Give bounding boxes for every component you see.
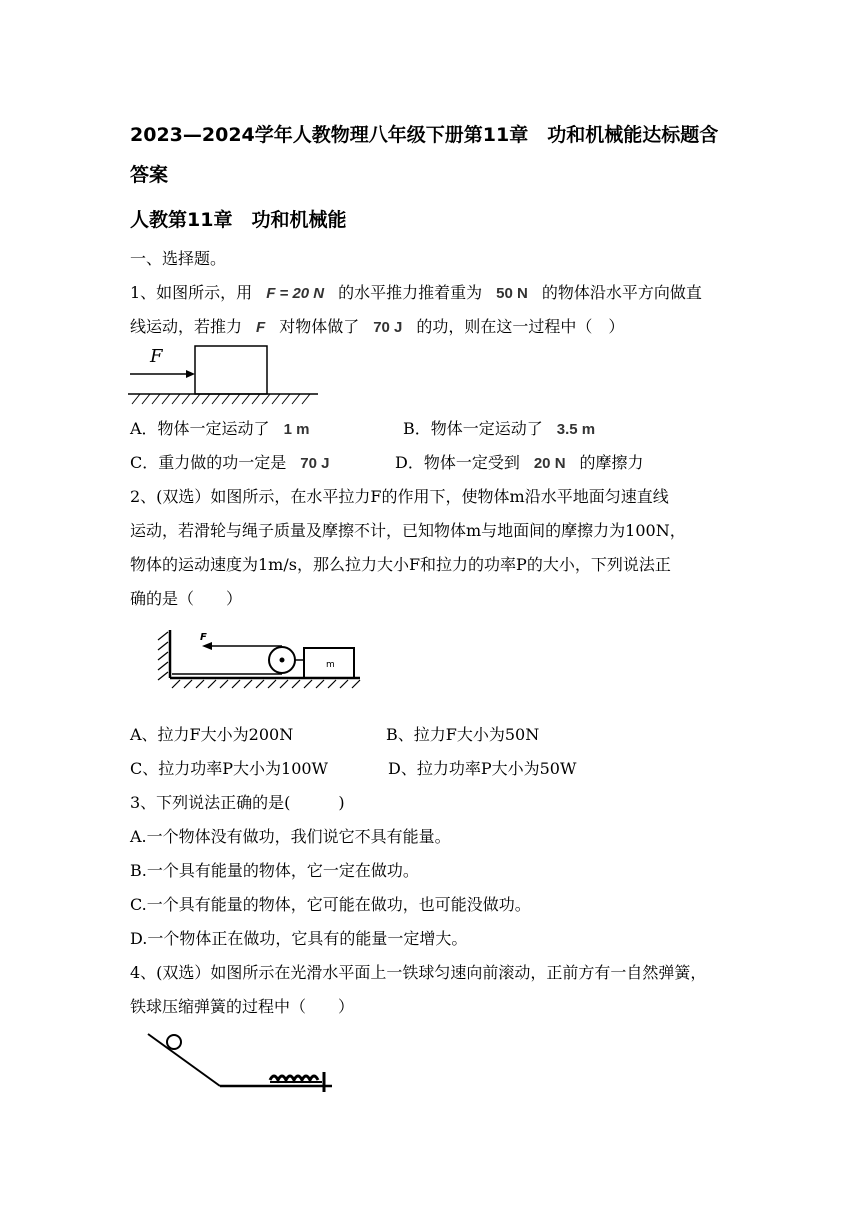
q1-fig-F-label: F xyxy=(150,346,163,367)
q4-stem-line1: 4、(双选）如图所示在光滑水平面上一铁球匀速向前滚动，正前方有一自然弹簧， xyxy=(130,963,707,982)
q1-option-c[interactable]: C．重力做的功一定是 70 J xyxy=(130,453,330,472)
q1-value-work: 70 J xyxy=(373,319,403,336)
q4-stem-line2: 铁球压缩弹簧的过程中（ ） xyxy=(130,997,355,1016)
q2-option-c[interactable]: C、拉力功率P大小为100W xyxy=(130,759,328,778)
chapter-heading: 人教第11章 功和机械能 xyxy=(130,209,347,231)
q1-option-b[interactable]: B．物体一定运动了 3.5 m xyxy=(403,419,596,438)
q2-figure-pulley xyxy=(154,626,364,692)
q3-option-c[interactable]: C.一个具有能量的物体，它可能在做功，也可能没做功。 xyxy=(130,895,531,914)
section-heading: 一、选择题。 xyxy=(130,249,227,268)
q2-stem-line2: 运动，若滑轮与绳子质量及摩擦不计，已知物体m与地面间的摩擦力为100N， xyxy=(130,521,686,540)
spring xyxy=(270,1076,318,1080)
q1-value-weight: 50 N xyxy=(496,285,528,302)
q1-figure-block-push xyxy=(128,342,318,408)
q2-option-b[interactable]: B、拉力F大小为50N xyxy=(386,725,540,744)
page-title-continued: 答案 xyxy=(130,164,169,186)
q3-option-a[interactable]: A.一个物体没有做功，我们说它不具有能量。 xyxy=(130,827,451,846)
q1-option-a[interactable]: A．物体一定运动了 1 m xyxy=(130,419,310,438)
q1-value-force: F = 20 N xyxy=(266,285,325,302)
q4-figure-ball-spring xyxy=(146,1030,336,1094)
q2-stem-line3: 物体的运动速度为1m/s，那么拉力大小F和拉力的功率P的大小，下列说法正 xyxy=(130,555,671,574)
q1-option-d[interactable]: D．物体一定受到 20 N 的摩擦力 xyxy=(395,453,644,472)
q1-stem-line2: 线运动，若推力 F 对物体做了 70 J 的功，则在这一过程中（ ） xyxy=(130,317,625,336)
q2-fig-m-label: m xyxy=(326,660,335,670)
q1-stem-line1: 1、如图所示，用 F = 20 N 的水平推力推着重为 50 N 的物体沿水平方向做直 xyxy=(130,283,702,302)
q2-stem-line1: 2、(双选）如图所示，在水平拉力F的作用下，使物体m沿水平地面匀速直线 xyxy=(130,487,669,506)
q2-fig-F-label: F xyxy=(200,632,207,643)
q2-option-d[interactable]: D、拉力功率P大小为50W xyxy=(388,759,577,778)
q3-option-b[interactable]: B.一个具有能量的物体，它一定在做功。 xyxy=(130,861,419,880)
q2-option-a[interactable]: A、拉力F大小为200N xyxy=(130,725,294,744)
page-title: 2023—2024学年人教物理八年级下册第11章 功和机械能达标题含 xyxy=(130,124,719,146)
iron-ball xyxy=(167,1035,181,1049)
q1-value-F: F xyxy=(256,319,266,336)
q2-stem-line4: 确的是（ ） xyxy=(130,589,243,608)
q3-stem: 3、下列说法正确的是( ) xyxy=(130,793,345,812)
q3-option-d[interactable]: D.一个物体正在做功，它具有的能量一定增大。 xyxy=(130,929,468,948)
